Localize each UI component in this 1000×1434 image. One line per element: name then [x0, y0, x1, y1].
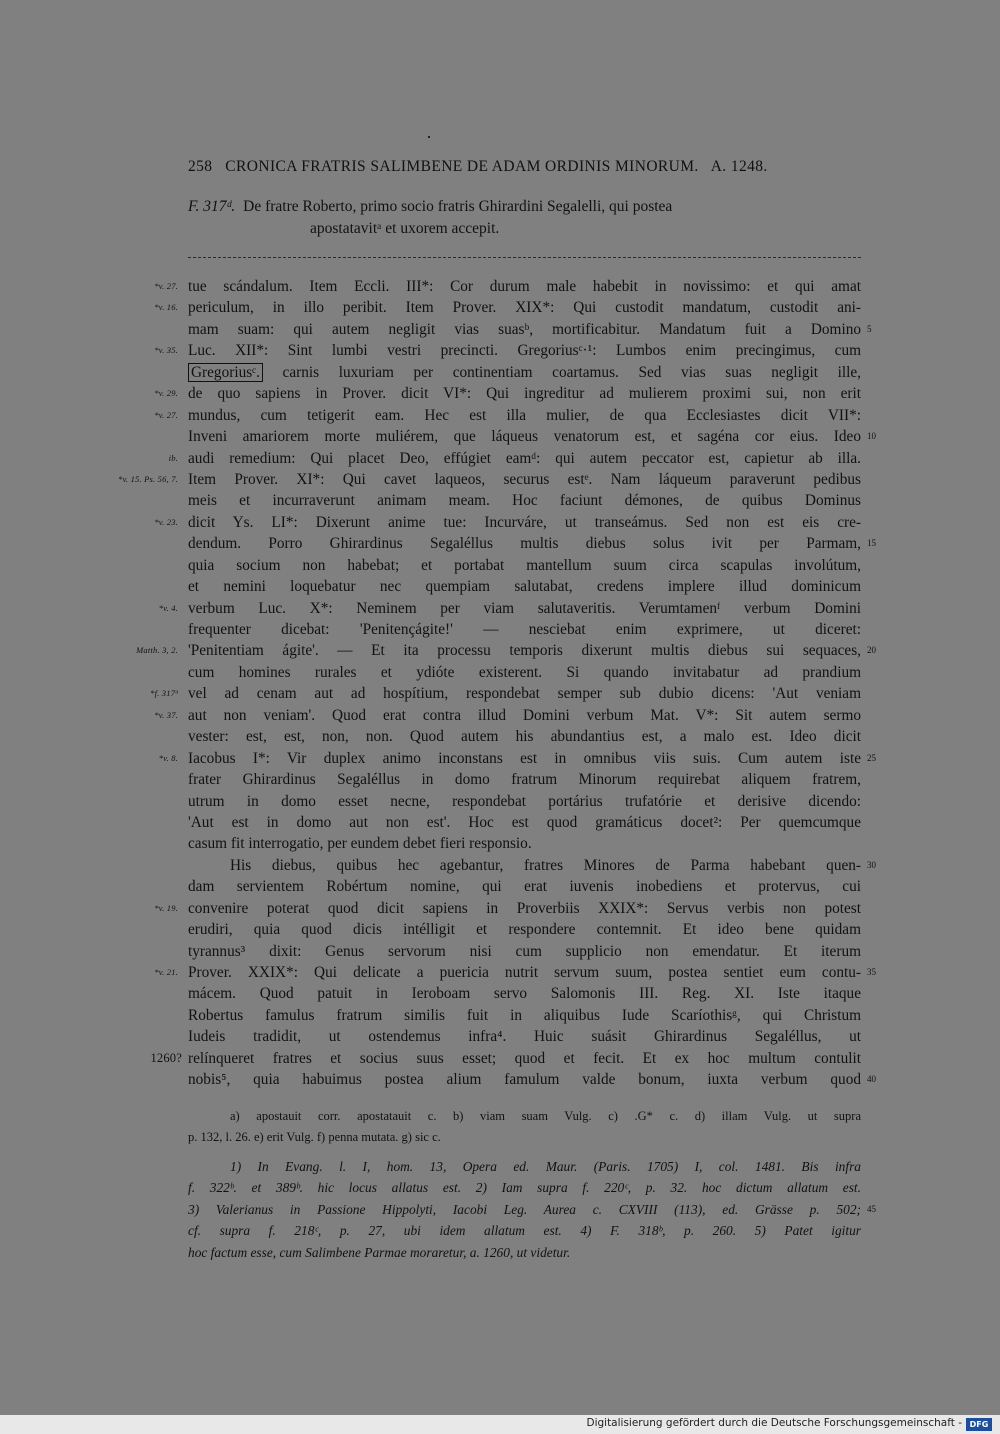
line-text: de quo sapiens in Prover. dicit VI*: Qui ingreditur ad mulierem proximi sui, non erit — [188, 385, 861, 403]
text-line — [188, 855, 876, 876]
line-text: tyrannus³ dixit: Genus servorum nisi cum supplicio non emendatur. Et iterum — [188, 942, 861, 960]
text-line — [188, 1005, 861, 1026]
margin-reference: ib. — [168, 452, 178, 463]
line-text: Iudeis tradidit, ut ostendemus infra⁴. Huic suásit Ghirardinus Segaléllus, ut — [188, 1028, 861, 1046]
line-text: cum homines rurales et ydióte existerent. Si quando invitabatur ad prandium — [188, 663, 861, 681]
text-line — [136, 640, 876, 661]
running-title: CRONICA FRATRIS SALIMBENE DE ADAM ORDINIS MINORUM. — [225, 158, 699, 175]
text-line — [188, 619, 861, 640]
text-line — [188, 1026, 861, 1047]
margin-reference: *v. 4. — [158, 602, 178, 613]
heading-divider — [188, 257, 861, 258]
digitization-footer — [0, 1415, 1000, 1434]
folio-reference: F. 317ᵈ. — [188, 198, 236, 215]
text-line — [188, 833, 861, 854]
line-text: dam servientem Robértum nomine, qui erat iuvenis inobediens et protervus, cui — [188, 878, 861, 896]
line-number: 30 — [867, 859, 876, 870]
text-line — [150, 683, 861, 704]
apparatus-line: a) apostauit corr. apostatauit c. b) viam suam Vulg. c) .G* c. d) illam Vulg. ut supra — [230, 1109, 861, 1123]
boxed-source-reference: Gregoriusᶜ. — [188, 363, 263, 382]
text-line — [188, 726, 861, 747]
margin-reference: *v. 23. — [154, 516, 178, 527]
line-text: utrum in domo esset necne, respondebat portárius trufatórie et derisive dicendo: — [188, 792, 861, 810]
chapter-title-line-1: De fratre Roberto, primo socio fratris Ghirardini Segalelli, qui postea — [243, 198, 673, 215]
margin-reference: *v. 27. — [154, 409, 178, 420]
line-text: mam suam: qui autem negligit vias suasᵇ, mortificabitur. Mandatum fuit a Domino — [188, 320, 861, 338]
running-header — [188, 158, 868, 176]
text-line — [188, 812, 861, 833]
margin-reference: *v. 35. — [154, 345, 178, 356]
line-text: dendum. Porro Ghirardinus Segaléllus multis diebus solus ivit per Parmam, — [188, 535, 861, 553]
line-number: 20 — [867, 645, 876, 656]
text-line — [154, 383, 861, 404]
line-text: audi remedium: Qui placet Deo, effúgiet eamᵈ: qui autem peccator est, capietur ab illa. — [188, 449, 861, 467]
line-number: 5 — [867, 323, 872, 334]
text-line — [188, 1069, 876, 1090]
line-text: mundus, cum tetigerit eam. Hec est illa mulier, de qua Ecclesiastes dicit VII*: — [188, 406, 861, 424]
dfg-logo: DFG — [966, 1418, 992, 1431]
text-line — [154, 405, 861, 426]
line-text: verbum Luc. X*: Neminem per viam salutaveritis. Verumtamenᶠ verbum Domini — [188, 599, 861, 617]
line-text: meis et incurraverunt animam meam. Hoc faciunt démones, de quibus Dominus — [188, 492, 861, 510]
line-text: periculum, in illo peribit. Item Prover. XIX*: Qui custodit mandatum, custodit ani- — [188, 299, 861, 317]
line-text: tue scándalum. Item Eccli. III*: Cor durum male habebit in novissimo: et qui amat — [188, 278, 861, 295]
footnote-line — [188, 1177, 861, 1198]
line-text: erudiri, quia quod dicis intélligit et respondere contemnit. Et ideo bene quidam — [188, 921, 861, 939]
line-text: quia socium non habebat; et portabat mantellum suum circa scapulas involútum, — [188, 556, 861, 574]
text-line — [188, 941, 861, 962]
apparatus-line: p. 132, l. 26. e) erit Vulg. f) penna mutata. g) sic c. — [188, 1130, 441, 1144]
text-line — [188, 362, 861, 383]
margin-reference: *v. 29. — [154, 388, 178, 399]
margin-reference: Matth. 3, 2. — [136, 645, 178, 656]
text-line — [188, 490, 861, 511]
footer-text: Digitalisierung gefördert durch die Deutsche Forschungsgemeinschaft - — [586, 1417, 962, 1429]
line-number: 25 — [867, 752, 876, 763]
text-line — [188, 533, 876, 554]
line-text: Luc. XII*: Sint lumbi vestri precincti. Gregoriusᶜ·¹: Lumbos enim precingimus, cum — [188, 342, 861, 360]
chapter-heading — [188, 196, 868, 240]
line-number: 35 — [867, 967, 876, 977]
line-text: mácem. Quod patuit in Ieroboam servo Salomonis III. Reg. XI. Iste itaque — [188, 985, 861, 1003]
footnote-line — [188, 1156, 861, 1177]
line-text: nobis⁵, quia habuimus postea alium famulum valde bonum, iuxta verbum quod — [188, 1071, 861, 1089]
text-line — [188, 555, 861, 576]
line-text: aut non veniam'. Quod erat contra illud Domini verbum Mat. V*: Sit autem sermo — [188, 706, 861, 724]
line-number: 10 — [867, 431, 876, 442]
footnote-text: 3) Valerianus in Passione Hippolyti, Iacobi Leg. Aurea c. CXVIII (113), ed. Grässe p. 502; — [188, 1201, 861, 1217]
text-line — [188, 662, 861, 683]
margin-reference: *v. 8. — [158, 752, 178, 763]
line-text: Iacobus I*: Vir duplex animo inconstans est in omnibus viis suis. Cum autem iste — [188, 749, 861, 767]
text-line — [154, 340, 861, 361]
text-line — [188, 576, 861, 597]
footnote-line — [188, 1199, 876, 1220]
header-year: A. 1248. — [710, 158, 768, 175]
margin-reference: *v. 21. — [154, 967, 178, 977]
chapter-title-line-2: apostatavitᵃ et uxorem accepit. — [310, 220, 500, 237]
text-line — [188, 791, 861, 812]
margin-reference: *v. 27. — [154, 281, 178, 291]
footnote-text: f. 322ᵇ. et 389ᵇ. hic locus allatus est. 2) Iam supra f. 220ᶜ, p. 32. hoc dictum allatum est. — [188, 1180, 861, 1196]
margin-year: 1260? — [150, 1050, 182, 1065]
main-text — [118, 276, 876, 1091]
line-text: casum fit interrogatio, per eundem debet fieri responsio. — [188, 835, 532, 853]
margin-reference: *f. 317ᵈ — [150, 688, 178, 699]
footnote-line — [188, 1242, 861, 1263]
footnote-text: 1) In Evang. l. I, hom. 13, Opera ed. Maur. (Paris. 1705) I, col. 1481. Bis infra — [230, 1159, 861, 1174]
text-line — [158, 598, 861, 619]
margin-reference: *v. 37. — [154, 709, 178, 720]
footnotes — [188, 1156, 876, 1263]
text-line — [188, 983, 861, 1004]
critical-apparatus — [188, 1106, 861, 1148]
line-text: 'Aut est in domo aut non est'. Hoc est quod gramáticus docet²: Per quemcumque — [188, 813, 861, 831]
text-line — [154, 898, 861, 919]
text-line — [188, 876, 861, 897]
line-text: Item Prover. XI*: Qui cavet laqueos, securus estᵉ. Nam láqueum paraverunt pedibus — [188, 470, 861, 488]
line-text: dicit Ys. LI*: Dixerunt anime tue: Incurváre, ut transeámus. Sed non est eis cre- — [188, 513, 861, 531]
line-text: frater Ghirardinus Segaléllus in domo fratrum Minorum requirebat aliquem fratrem, — [188, 771, 861, 789]
text-line — [154, 962, 876, 983]
line-text: vester: est, est, non, non. Quod autem his abundantius est, a malo est. Ideo dicit — [188, 728, 861, 746]
margin-reference: *v. 15. Ps. 56, 7. — [118, 473, 178, 484]
footnote-line — [188, 1220, 861, 1241]
line-text: Robertus famulus fratrum similis fuit in aliquibus Iude Scaríothisᵍ, qui Christum — [188, 1006, 861, 1024]
text-line — [188, 426, 876, 447]
text-line — [168, 448, 861, 469]
line-text: 'Penitentiam ágite'. — Et ita processu temporis dixerunt multis diebus sui sequaces, — [188, 642, 861, 660]
margin-reference: *v. 19. — [154, 902, 178, 913]
text-line — [154, 705, 861, 726]
text-line — [158, 748, 876, 769]
line-text: vel ad cenam aut ad hospítium, respondebat semper sub dubio dicens: 'Aut veniam — [188, 685, 861, 703]
line-text: et nemini loquebatur nec quempiam salutabat, credens implere illud dominicum — [188, 578, 861, 596]
text-line — [188, 769, 861, 790]
text-line — [188, 319, 872, 340]
margin-reference: *v. 16. — [154, 302, 178, 313]
line-text: Inveni amariorem morte muliérem, que láqueus venatorum est, et sagéna cor eius. Ideo — [188, 428, 861, 446]
line-text: relínqueret fratres et socius suus esset; quod et fecit. Et ex hoc multum contulit — [188, 1049, 861, 1067]
line-text: convenire poterat quod dicit sapiens in Proverbiis XXIX*: Servus verbis non potest — [188, 899, 861, 917]
line-number: 45 — [867, 1203, 876, 1214]
footnote-text: cf. supra f. 218ᶜ, p. 27, ubi idem allatum est. 4) F. 318ᵇ, p. 260. 5) Patet igitur — [188, 1223, 861, 1239]
line-number: 15 — [867, 538, 876, 549]
text-line — [154, 297, 861, 318]
line-text: frequenter dicebat: 'Penitençágite!' — nesciebat enim exprimere, ut diceret: — [188, 621, 861, 638]
scan-speck — [428, 136, 430, 138]
text-line — [188, 919, 861, 940]
page-number: 258 — [188, 158, 213, 175]
line-text: Prover. XXIX*: Qui delicate a puericia nutrit servum suum, postea sentiet eum contu- — [188, 964, 861, 981]
text-line — [150, 1048, 861, 1069]
footnote-text: hoc factum esse, cum Salimbene Parmae moraretur, a. 1260, ut videtur. — [188, 1244, 571, 1260]
line-number: 40 — [867, 1074, 876, 1085]
text-line — [154, 276, 861, 297]
text-line — [118, 469, 861, 490]
line-text: Gregoriusᶜ. carnis luxuriam per continentiam coartamus. Sed vias suas negligit ille, — [188, 362, 861, 383]
line-text: His diebus, quibus hec agebantur, fratres Minores de Parma habebant quen- — [230, 856, 861, 874]
text-line — [154, 512, 861, 533]
